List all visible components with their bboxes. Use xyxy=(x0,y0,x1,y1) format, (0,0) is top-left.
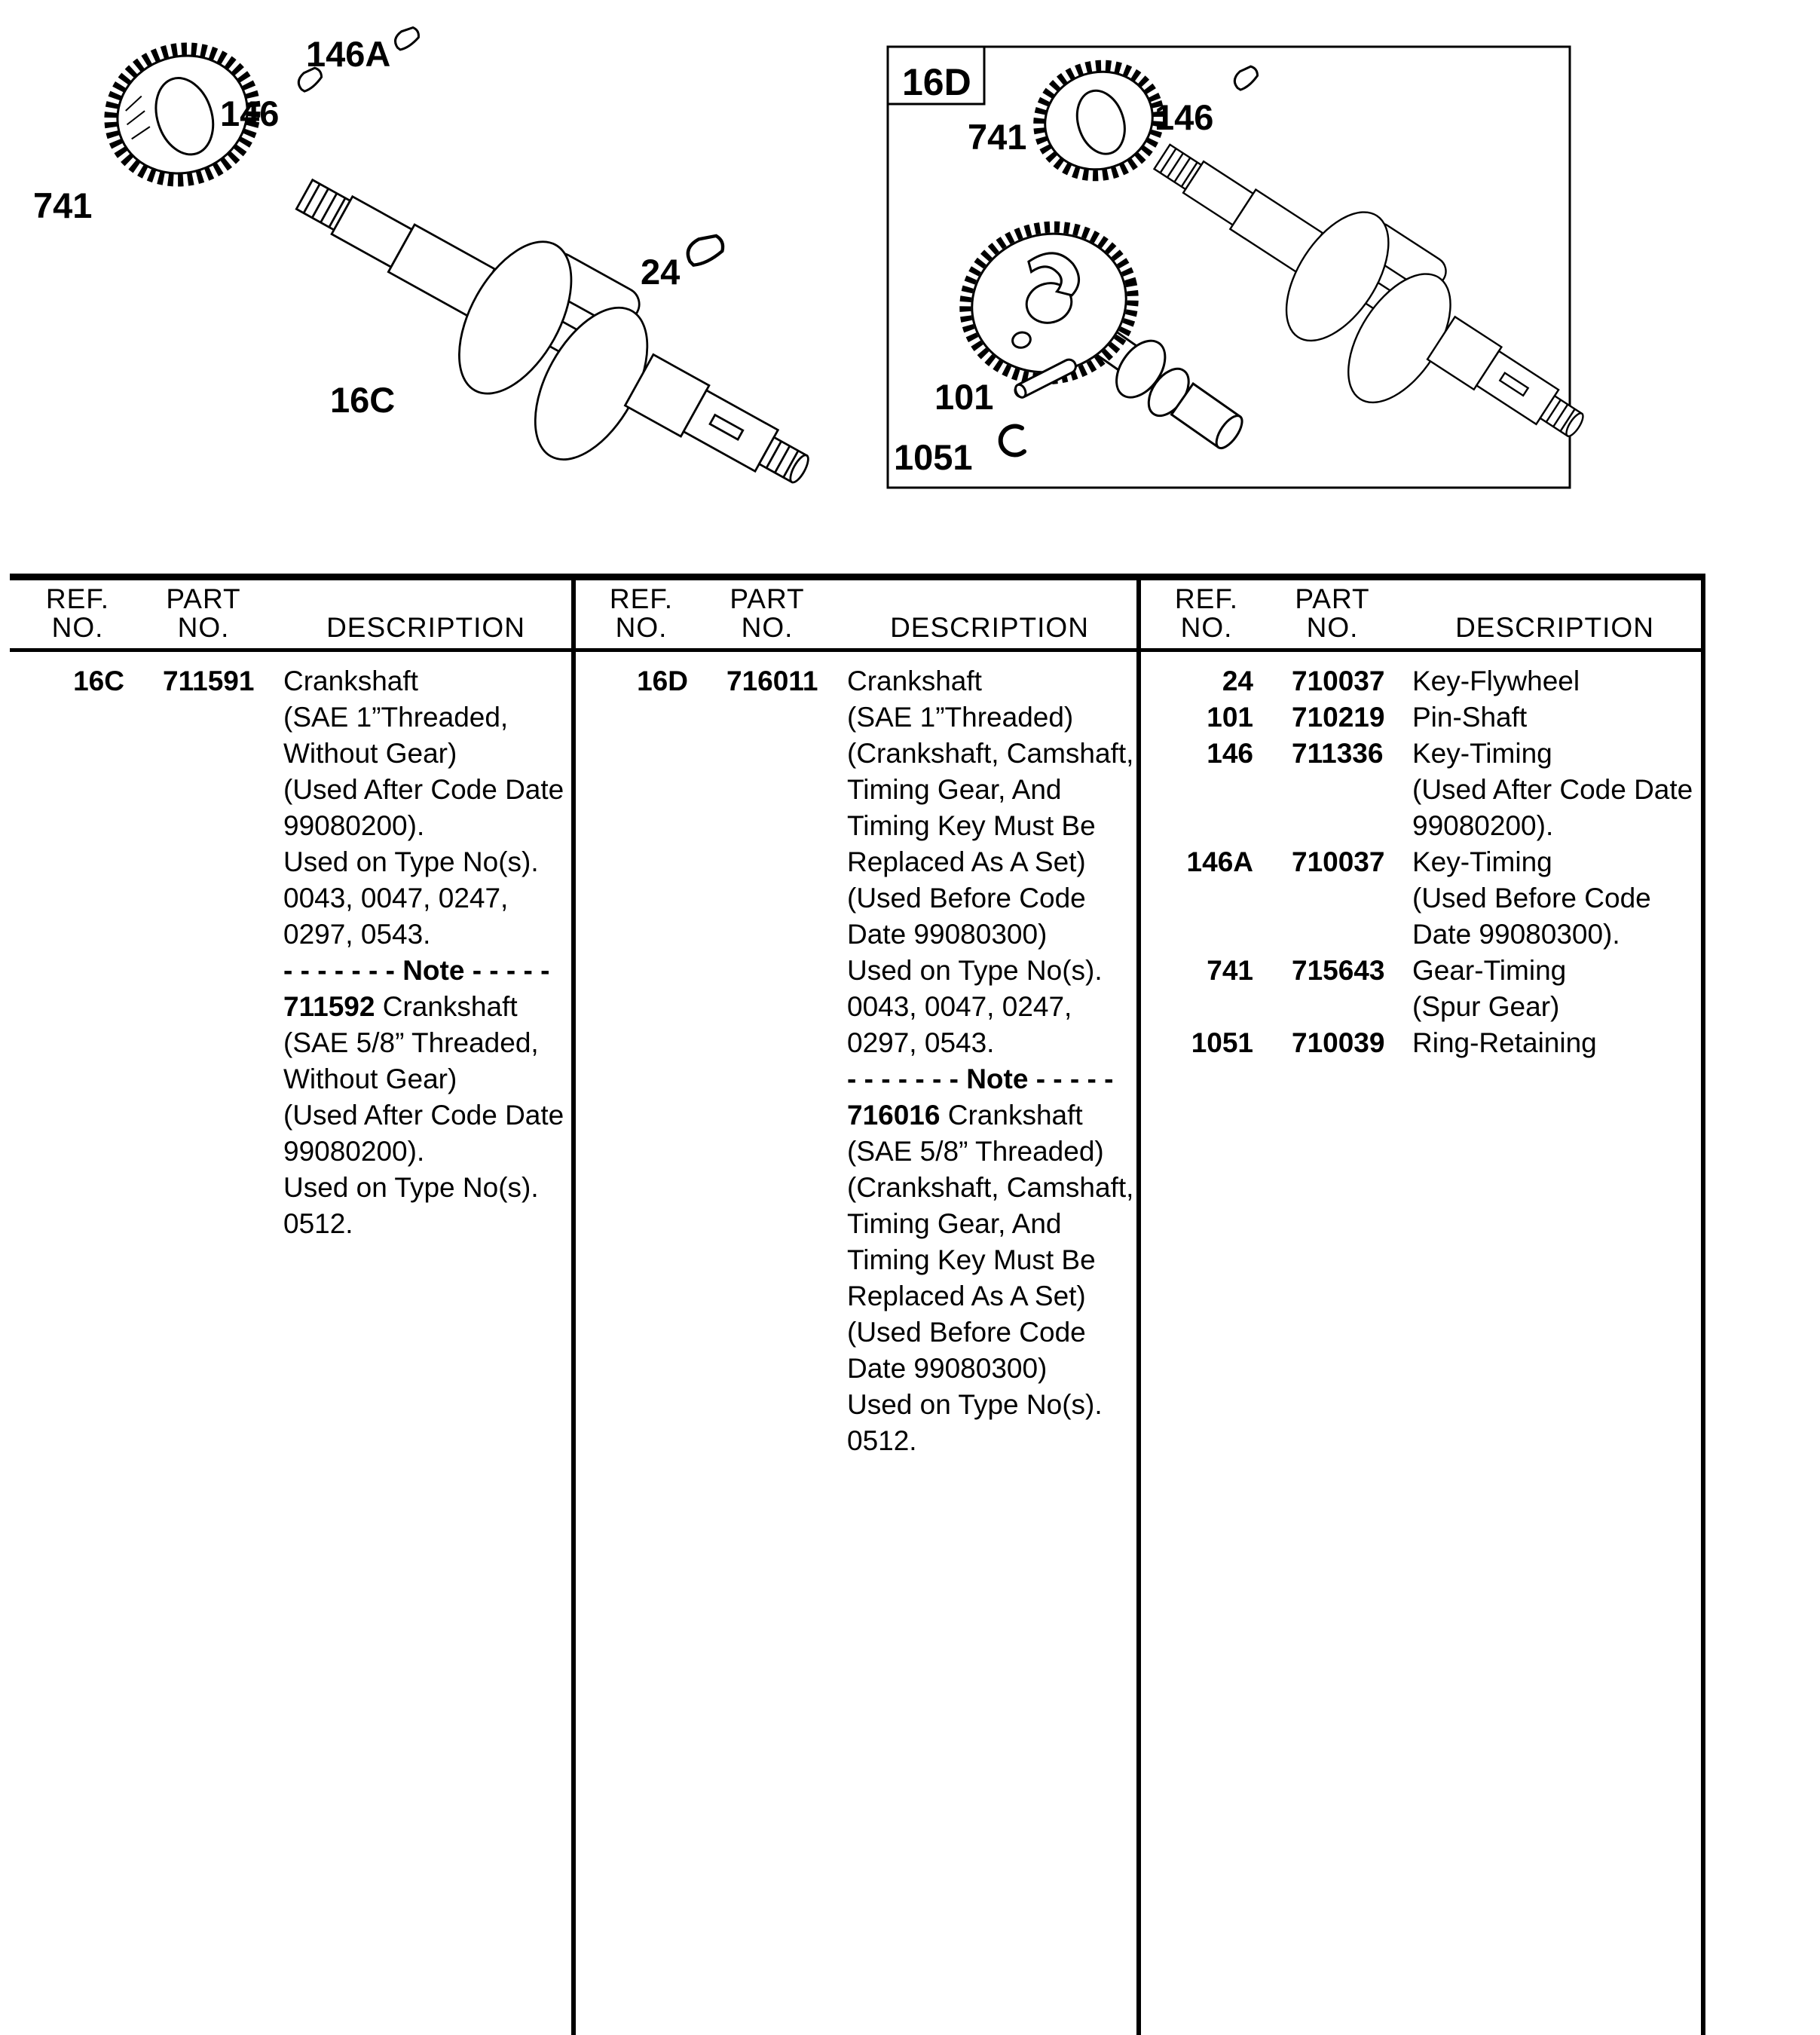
parts-entry xyxy=(1139,736,1701,844)
description xyxy=(1412,736,1701,844)
description-line: Timing Key Must Be xyxy=(847,810,1096,841)
description-line: Replaced As A Set) xyxy=(847,846,1086,877)
exploded-diagrams xyxy=(0,0,1820,573)
camshaft-icon xyxy=(948,208,1255,462)
description-line: 0512. xyxy=(847,1425,917,1456)
description-line: Key-Timing xyxy=(1412,846,1552,877)
col-header-part-no: NO. xyxy=(1306,612,1359,643)
ref-no: 146 xyxy=(1207,738,1253,769)
description-line: Gear-Timing xyxy=(1412,955,1567,986)
description-line: (Spur Gear) xyxy=(1412,991,1560,1022)
ref-no: 16D xyxy=(637,666,688,696)
description-line: Key-Flywheel xyxy=(1412,666,1580,696)
label-16c: 16C xyxy=(330,380,396,420)
description-line: 99080200). xyxy=(283,810,425,841)
description-line: 0043, 0047, 0247, xyxy=(283,883,509,913)
label-741-right: 741 xyxy=(968,117,1027,157)
part-no: 710219 xyxy=(1292,702,1385,733)
col-header-ref-no: NO. xyxy=(51,612,104,643)
description-line: 99080200). xyxy=(283,1136,425,1167)
part-no: 716011 xyxy=(726,666,818,696)
description-line: Crankshaft xyxy=(847,666,982,696)
label-146-right: 146 xyxy=(1155,97,1214,137)
col-header-description: DESCRIPTION xyxy=(890,612,1089,643)
ref-no: 741 xyxy=(1207,955,1253,986)
key-timing-146-right-icon xyxy=(1231,64,1261,91)
col-header-part: PART xyxy=(730,583,805,614)
description xyxy=(1412,953,1701,1025)
label-741-left: 741 xyxy=(33,185,93,225)
description-line: Without Gear) xyxy=(283,1063,457,1094)
part-no: 710037 xyxy=(1292,666,1385,696)
description xyxy=(1412,844,1701,953)
description-line: Timing Key Must Be xyxy=(847,1244,1096,1275)
col-header-ref: REF. xyxy=(609,583,674,614)
parts-entry xyxy=(10,663,571,1242)
description-line: (Crankshaft, Camshaft, xyxy=(847,1172,1134,1203)
col-header-ref-no: NO. xyxy=(615,612,668,643)
description xyxy=(1412,1025,1701,1061)
description-line: Ring-Retaining xyxy=(1412,1027,1597,1058)
description-line: Crankshaft xyxy=(283,666,418,696)
description xyxy=(283,663,571,1242)
description-line: Date 99080300) xyxy=(847,1353,1048,1384)
ref-no: 1051 xyxy=(1191,1027,1253,1058)
description-line: Pin-Shaft xyxy=(1412,702,1528,733)
col-header-part: PART xyxy=(166,583,241,614)
col-header-ref: REF. xyxy=(1174,583,1239,614)
description-line: Used on Type No(s). xyxy=(283,1172,539,1203)
description-line: (Used After Code Date xyxy=(1412,774,1693,805)
table-header-rule xyxy=(10,648,1705,652)
description xyxy=(847,663,1136,1459)
parts-entry xyxy=(1139,844,1701,953)
description-line: Timing Gear, And xyxy=(847,774,1062,805)
parts-entry xyxy=(1139,953,1701,1025)
col-header-part-no: NO. xyxy=(741,612,794,643)
ref-no: 101 xyxy=(1207,702,1253,733)
label-16d-box: 16D xyxy=(902,61,971,103)
description-line: (SAE 5/8” Threaded) xyxy=(847,1136,1104,1167)
description-line: Without Gear) xyxy=(283,738,457,769)
crankshaft-16c-icon xyxy=(252,127,842,568)
description-line: 0297, 0543. xyxy=(283,919,431,950)
col-header-ref: REF. xyxy=(45,583,110,614)
part-no: 710037 xyxy=(1292,846,1385,877)
description-line: (Used After Code Date xyxy=(283,1100,564,1131)
label-146-left: 146 xyxy=(220,93,280,133)
description-line: 0043, 0047, 0247, xyxy=(847,991,1072,1022)
label-24: 24 xyxy=(641,252,681,292)
description-line: Used on Type No(s). xyxy=(283,846,539,877)
note-line: - - - - - - - Note - - - - - xyxy=(847,1063,1114,1094)
parts-entry xyxy=(1139,699,1701,736)
col-header-ref-no: NO. xyxy=(1180,612,1233,643)
description-line: (Used After Code Date xyxy=(283,774,564,805)
ring-retaining-1051-icon xyxy=(1001,426,1026,455)
description xyxy=(1412,663,1701,699)
col-header-part: PART xyxy=(1295,583,1370,614)
description-line: 0297, 0543. xyxy=(847,1027,995,1058)
description-line: 711592 Crankshaft xyxy=(283,991,518,1022)
description-line: Replaced As A Set) xyxy=(847,1281,1086,1311)
label-1051: 1051 xyxy=(894,437,973,477)
description-line: Timing Gear, And xyxy=(847,1208,1062,1239)
table-top-rule xyxy=(10,574,1705,580)
description-line: (Used Before Code xyxy=(847,1317,1086,1348)
parts-column-3 xyxy=(1139,663,1701,1061)
part-no: 715643 xyxy=(1292,955,1385,986)
col-header-description: DESCRIPTION xyxy=(1455,612,1654,643)
description-line: (Used Before Code xyxy=(847,883,1086,913)
table-right-rule xyxy=(1701,574,1705,2035)
key-timing-146a-icon xyxy=(392,25,422,50)
description-line: 0512. xyxy=(283,1208,353,1239)
col-header-part-no: NO. xyxy=(177,612,230,643)
parts-column-1 xyxy=(10,663,571,1242)
description-line: (SAE 1”Threaded, xyxy=(283,702,509,733)
part-no: 711336 xyxy=(1292,738,1384,769)
timing-gear-741-right-icon xyxy=(1025,50,1173,191)
ref-no: 24 xyxy=(1222,666,1253,696)
note-line: - - - - - - - Note - - - - - xyxy=(283,955,550,986)
description-line: (SAE 5/8” Threaded, xyxy=(283,1027,539,1058)
label-146a: 146A xyxy=(306,34,391,74)
description-line: Date 99080300). xyxy=(1412,919,1620,950)
label-101: 101 xyxy=(934,377,994,417)
description-line: (Used Before Code xyxy=(1412,883,1651,913)
parts-column-2 xyxy=(574,663,1136,1459)
parts-entry xyxy=(1139,1025,1701,1061)
part-no: 711591 xyxy=(163,666,255,696)
description-line: (Crankshaft, Camshaft, xyxy=(847,738,1134,769)
col-header-description: DESCRIPTION xyxy=(326,612,525,643)
ref-no: 146A xyxy=(1186,846,1253,877)
description-line: 716016 Crankshaft xyxy=(847,1100,1083,1131)
description-line: 99080200). xyxy=(1412,810,1554,841)
description xyxy=(1412,699,1701,736)
parts-entry xyxy=(1139,663,1701,699)
part-no: 710039 xyxy=(1292,1027,1385,1058)
crankshaft-16d-icon xyxy=(1110,100,1615,507)
key-flywheel-24-icon xyxy=(684,233,726,267)
description-line: Date 99080300) xyxy=(847,919,1048,950)
parts-entry xyxy=(574,663,1136,1459)
description-line: Key-Timing xyxy=(1412,738,1552,769)
description-line: Used on Type No(s). xyxy=(847,1389,1103,1420)
description-line: (SAE 1”Threaded) xyxy=(847,702,1074,733)
description-line: Used on Type No(s). xyxy=(847,955,1103,986)
ref-no: 16C xyxy=(73,666,124,696)
